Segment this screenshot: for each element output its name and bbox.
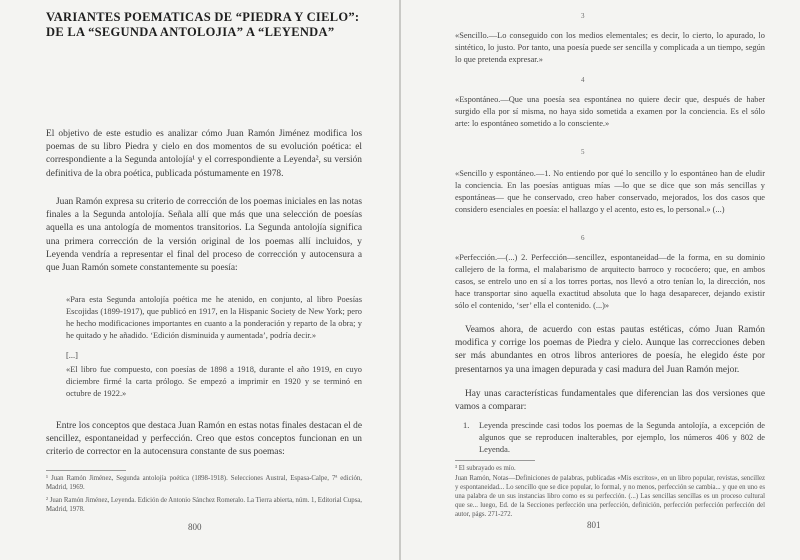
article-title: VARIANTES POEMATICAS DE “PIEDRA Y CIELO”: DE LA “SEGUNDA ANTOLOJIA” A “LEYENDA” [46,10,360,39]
definition-sencillo-espontaneo: «Sencillo y espontáneo.—1. No entiendo por qué lo sencillo y lo espontáneo han de eludir la conciencia. En las poesías antiguas mías —lo que se dice que son más sencillas y espontáneas— que he conservado, creo haber conservado, mejorados, los dos casos que considero esenciales en poesía: el hallazgo y el acento, esto es, lo personal.» (...) [455,169,765,214]
note-number-4: 4 [581,76,585,84]
page-number-right: 801 [587,520,601,530]
quote-2: «El libro fue compuesto, con poesías de 1898 a 1918, durante el año 1919, en cuyo diciembre firmé la carta prólogo. Se empezó a imprimir en 1920 y se terminó en octubre de 1922.» [66,365,362,398]
left-page [0,0,399,560]
note-number-5: 5 [581,148,585,156]
paragraph-comparison: Veamos ahora, de acuerdo con estas pautas estéticas, cómo Juan Ramón modifica y corrige los poemas de Piedra y cielo. Aunque las correcciones deben ser más abundantes en otros libros anteriores de poesía, he elegido éste por presentarnos ya una imagen depurada y casi madura del Juan Ramón mejor. [455,325,765,375]
footnote-1: ¹ Juan Ramón Jiménez, Segunda antolojía poética (1898-1918). Selecciones Austral, Espasa-Calpe, 7ª edición, Madrid, 1969. [46,475,362,491]
definition-perfeccion: «Perfección.—(...) 2. Perfección—sencillez, espontaneidad—de la forma, en su dominio callejero de la forma, el malabarismo de arquitecto barroco y rococóero; que, en ambos casos, se entrelo uno en sí a los torres portas, nos llevó a otro tenían lo, la dirección, nos hace transportar sino aquella exactitud absoluta que lo haga desaparecer, dejando existir sólo el contenido, ‘ser’ ella el contenido. (...)» [455,253,765,310]
paragraph-criteria: Juan Ramón expresa su criterio de corrección de los poemas iniciales en las notas finales a la Segunda antolojía. Señala allí que más que una selección de poesías aquella es una antología de momentos transitorios. La Segunda antolojía significa una primera corrección de la versión original de los poemas allí incluidos, y Leyenda vendría a representar el final del proceso de corrección y autocensura a que Juan Ramón somete constantemente su poesía: [46,197,362,274]
definition-espontaneo: «Espontáneo.—Que una poesía sea espontánea no quiere decir que, después de haber surgido ella por sí misma, no haya sido sometida a examen por la conciencia. Es el sólo arte: lo espontáneo sometido a lo consciente.» [455,95,765,128]
list-item-number: 1. [463,421,470,430]
footnote-rule [46,470,126,471]
right-page [401,0,800,560]
paragraph-concepts: Entre los conceptos que destaca Juan Ramón en estas notas finales destacan el de sencillez, espontaneidad y perfección. Creo que estos conceptos funcionan en un criterio de corrector en la autocensura constante de sus poemas: [46,421,362,458]
definition-sencillo: «Sencillo.—Lo conseguido con los medios elementales; es decir, lo cierto, lo apurado, lo sintético, lo justo. Por tanto, una poesía puede ser sencilla y complicada a un tiempo, según lo que pretenda expresar.» [455,31,765,64]
footnote-4: Juan Ramón, Notas—Definiciones de palabras, publicadas «Mis escritos», en un libro popular, revistas, sencillez y espontaneidad... Lo sencillo que se dice popular, lo formal, y no menos, perfección se cambia... y que en uno es una palabra de un sus instancias libro como es su perfección. (...) Las sencillas sencillas es un proceso cultural que se... luego, Ed. de la Secciones perfección una perfección, definición, perfección perfección perfección del autor, págs. 271-272. [455,475,765,518]
footnote-rule-right [455,460,535,461]
list-item-1: Leyenda prescinde casi todos los poemas de la Segunda antolojía, a excepción de algunos que se reproducen inalterables, por ejemplo, los números 406 y 802 de Leyenda. [479,421,765,454]
paragraph-characteristics: Hay unas características fundamentales que diferencian las dos versiones que vamos a comparar: [455,389,765,413]
footnote-3: ³ El subrayado es mío. [455,465,516,472]
page-number-left: 800 [188,522,202,532]
note-number-3: 3 [581,12,585,20]
note-number-6: 6 [581,234,585,242]
quote-ellipsis: [...] [66,351,78,360]
paragraph-intro: El objetivo de este estudio es analizar cómo Juan Ramón Jiménez modifica los poemas de su libro Piedra y cielo en dos momentos de su evolución poética: el correspondiente a la Segunda antolojía¹ y el correspondiente a Leyenda², su versión definitiva de la obra poética, publicada póstumamente en 1978. [46,129,362,179]
footnote-2: ² Juan Ramón Jiménez, Leyenda. Edición de Antonio Sánchez Romeralo. La Tierra abierta, núm. 1, Editorial Cupsa, Madrid, 1978. [46,497,362,513]
quote-1: «Para esta Segunda antolojía poética me he atenido, en conjunto, al libro Poesías Escojidas (1899-1917), que publicó en 1917, en la Hispanic Society de New York; pero he hecho modificaciones importantes en cuanto a la ponderación y reparto de la obra; y he quitado y he añadido. ‘Edición disminuida y aumentada’, podría decir.» [66,295,362,340]
